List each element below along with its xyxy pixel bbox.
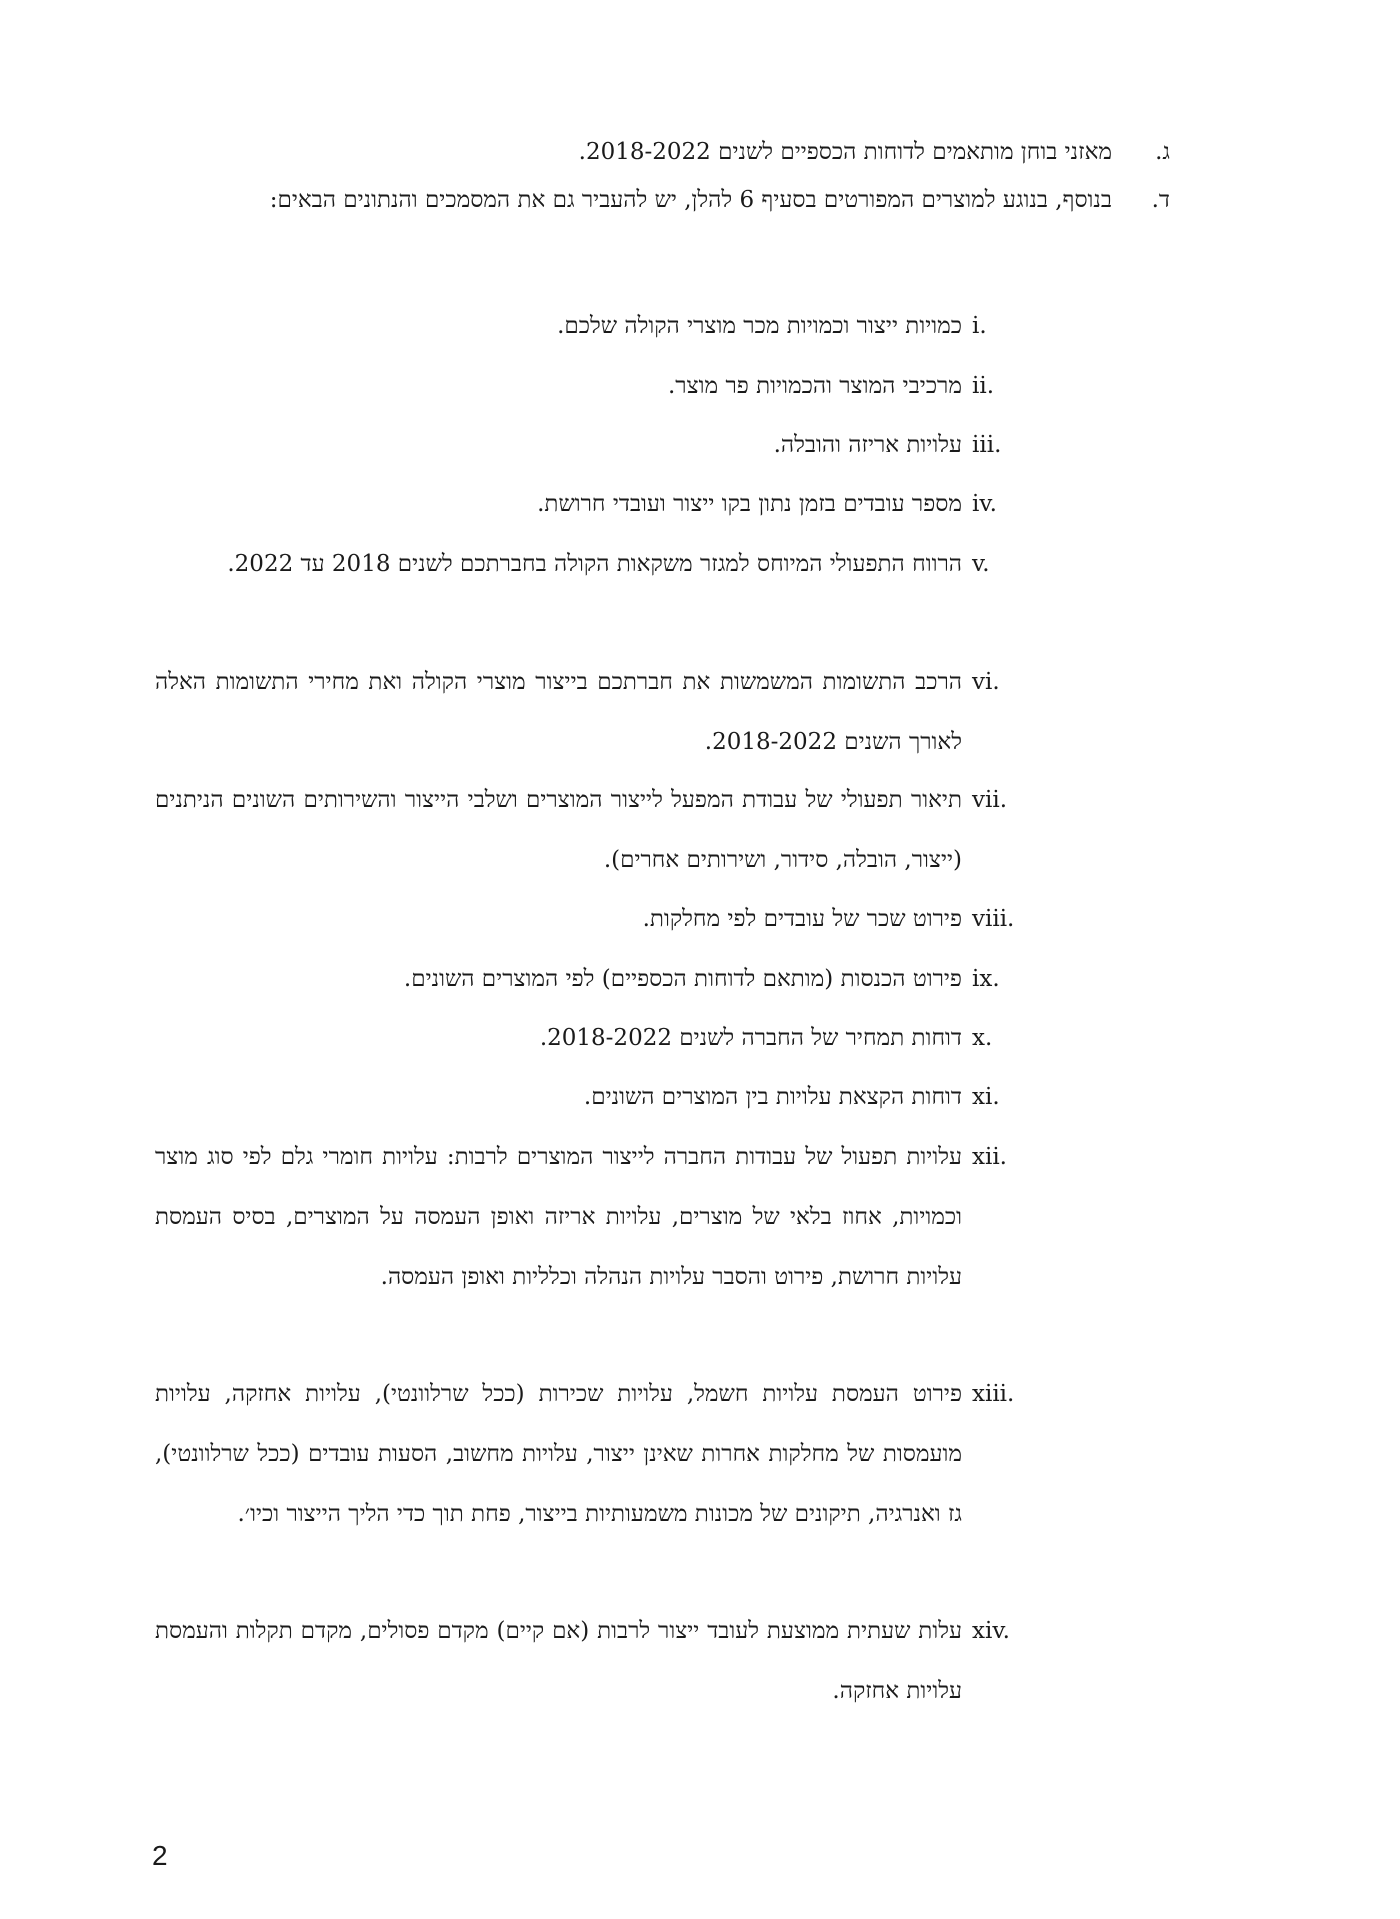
sub-item-v xyxy=(155,534,990,594)
list-marker: x. xyxy=(972,1025,993,1051)
list-marker: i. xyxy=(972,313,987,339)
sub-item-viii xyxy=(155,889,1015,949)
list-item-text: כמויות ייצור וכמויות מכר מוצרי הקולה שלכם. xyxy=(557,313,962,339)
list-marker: viii. xyxy=(972,906,1015,932)
sub-item-xiii xyxy=(155,1364,1015,1544)
sub-item-x xyxy=(155,1008,993,1068)
sub-item-ix xyxy=(155,949,1000,1009)
sub-item-ii xyxy=(155,356,995,416)
list-marker: xii. xyxy=(972,1144,1007,1170)
list-item-text: מאזני בוחן מותאמים לדוחות הכספיים לשנים 2018-2022. xyxy=(578,139,1112,165)
page-number: 2 xyxy=(152,1840,168,1871)
list-marker: vii. xyxy=(972,787,1008,813)
list-marker: xi. xyxy=(972,1084,1000,1110)
list-item-dalet xyxy=(155,170,1170,230)
sub-item-i xyxy=(155,296,987,356)
list-marker: iv. xyxy=(972,491,997,517)
list-item-text: מספר עובדים בזמן נתון בקו ייצור ועובדי חרושת. xyxy=(537,491,962,517)
list-marker: iii. xyxy=(972,432,1002,458)
list-item-text: פירוט שכר של עובדים לפי מחלקות. xyxy=(642,906,962,932)
list-marker: ג. xyxy=(1155,139,1170,165)
list-marker: vi. xyxy=(972,669,1000,695)
list-marker: ד. xyxy=(1151,187,1170,213)
sub-item-xii xyxy=(155,1127,1007,1307)
list-item-text: מרכיבי המוצר והכמויות פר מוצר. xyxy=(667,373,962,399)
list-item-text: עלויות אריזה והובלה. xyxy=(773,432,962,458)
sub-item-vi xyxy=(155,652,1000,772)
sub-item-iii xyxy=(155,415,1002,475)
list-item-text: הרווח התפעולי המיוחס למגזר משקאות הקולה בחברתכם לשנים 2018 עד 2022. xyxy=(227,551,962,577)
list-item-text: דוחות הקצאת עלויות בין המוצרים השונים. xyxy=(583,1084,962,1110)
list-marker: xiii. xyxy=(972,1381,1015,1407)
sub-item-xi xyxy=(155,1067,1000,1127)
list-marker: ix. xyxy=(972,966,1000,992)
list-marker: xiv. xyxy=(972,1618,1010,1644)
list-item-text: בנוסף, בנוגע למוצרים המפורטים בסעיף 6 להלן, יש להעביר גם את המסמכים והנתונים הבאים: xyxy=(269,187,1112,213)
sub-item-xiv xyxy=(155,1601,1010,1721)
list-item-text: עלויות תפעול של עבודות החברה לייצור המוצרים לרבות: עלויות חומרי גלם לפי סוג מוצר וכמויות, אחוז בלאי של מוצרים, עלויות אריזה ואופן העמסה על המוצרים, בסיס העמסת עלויות חרושת, פירוט והסבר עלויות הנהלה וכלליות ואופן העמסה. xyxy=(155,1144,962,1290)
list-item-text: תיאור תפעולי של עבודת המפעל לייצור המוצרים ושלבי הייצור והשירותים השונים הניתנים (ייצור, הובלה, סידור, ושירותים אחרים). xyxy=(155,787,962,873)
list-marker: v. xyxy=(972,551,990,577)
list-item-text: דוחות תמחיר של החברה לשנים 2018-2022. xyxy=(539,1025,962,1051)
sub-item-iv xyxy=(155,474,997,534)
sub-item-vii xyxy=(155,770,1008,890)
list-item-text: עלות שעתית ממוצעת לעובד ייצור לרבות (אם קיים) מקדם פסולים, מקדם תקלות והעמסת עלויות אחזקה. xyxy=(155,1618,962,1704)
list-item-text: הרכב התשומות המשמשות את חברתכם בייצור מוצרי הקולה ואת מחירי התשומות האלה לאורך השנים 2018-2022. xyxy=(155,669,962,755)
list-item-text: פירוט הכנסות (מותאם לדוחות הכספיים) לפי המוצרים השונים. xyxy=(403,966,962,992)
list-marker: ii. xyxy=(972,373,995,399)
list-item-text: פירוט העמסת עלויות חשמל, עלויות שכירות (ככל שרלוונטי), עלויות אחזקה, עלויות מועמסות של מחלקות אחרות שאינן ייצור, עלויות מחשוב, הסעות עובדים (ככל שרלוונטי), גז ואנרגיה, תיקונים של מכונות משמעותיות בייצור, פחת תוך כדי הליך הייצור וכיו׳. xyxy=(155,1381,962,1527)
